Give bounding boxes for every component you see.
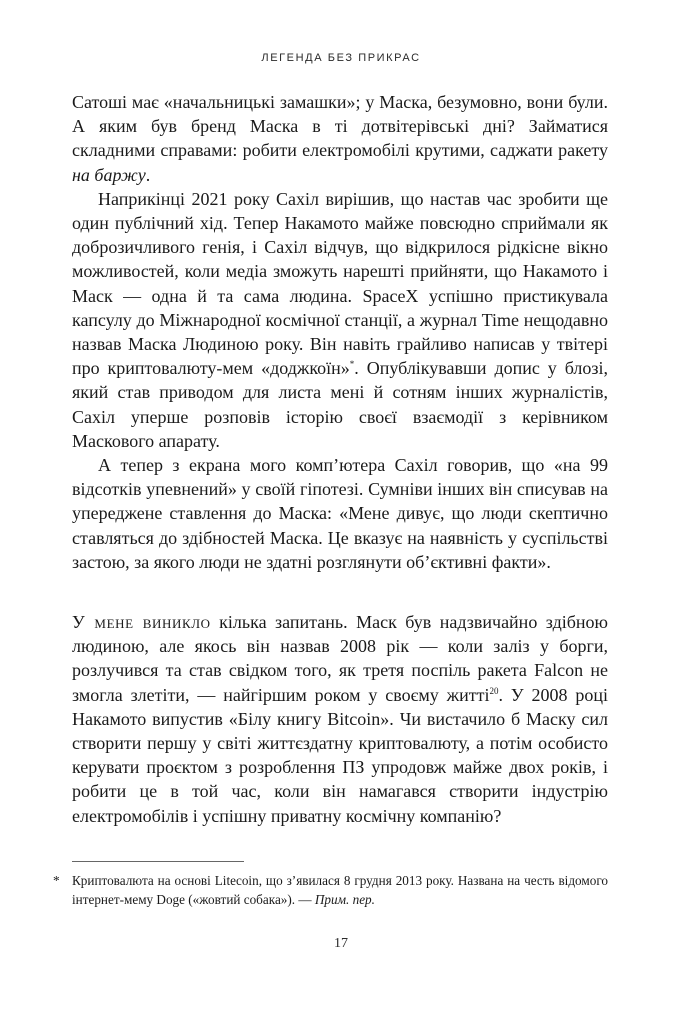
paragraph-2-text: Наприкінці 2021 року Сахіл вирішив, що настав час зробити ще один публічний хід. Тепер Накамото майже повсюдно сприймали як доброзичливого генія, і Сахіл відчув, що відкрилося рідкісне вікно можливостей, коли медіа зможуть нарешті прийняти, що Накамото і Маск — одна й та сама людина. SpaceX успішно пристикувала капсулу до Міжнародної космічної станції, а журнал Time нещодавно назвав Маска Людиною року. Він навіть грайливо написав у твітері про криптовалюту-мем «доджкоїн» <box>72 188 608 379</box>
paragraph-3: А тепер з екрана мого комп’ютера Сахіл говорив, що «на 99 відсотків упевнений» у своїй гіпотезі. Сумніви інших він списував на упереджене ставлення до Маска: «Мене дивує, що люди скептично ставляться до здібностей Маска. Це вказує на наявність у суспільстві застою, за якого люди не здатні розглянути об’єктивні факти». <box>72 455 608 572</box>
paragraph-2 <box>72 187 608 453</box>
main-text-section-1 <box>72 90 608 574</box>
paragraph-1 <box>72 90 608 187</box>
footnote-mark: * <box>53 873 60 888</box>
paragraph-1-end: . <box>145 164 151 185</box>
paragraph-2-text-cont: . Опублікувавши допис у блозі, який став приводом для листа мені й сотням інших журналістів, Сахіл уперше розповів історію своєї взаємодії з керівником Маскового апарату. <box>72 358 608 451</box>
section-lead-in: У мене виникло <box>72 612 211 632</box>
paragraph-1-emphasis: на баржу <box>72 164 146 185</box>
paragraph-4 <box>72 610 608 828</box>
running-head: ЛЕГЕНДА БЕЗ ПРИКРАС <box>261 52 421 64</box>
paragraph-1-text: Сатоші має «начальницькі замашки»; у Маска, безумовно, вони були. А яким був бренд Маска в ті дотвітерівські дні? Займатися складними справами: робити електромобілі крутими, саджати ракету <box>72 92 608 161</box>
footnote <box>53 871 608 909</box>
footnote-translator-note: Прим. пер. <box>314 892 375 907</box>
paragraph-4-text-cont: . У 2008 році Накамото випустив «Білу книгу Bitcoin». Чи вистачило б Маску сил створити першу у світі життєздатну криптовалюту, а потім особисто керувати проєктом з розроблення ПЗ упродовж майже двох років, і робити це в той час, коли він намагався створити індустрію електромобілів і успішну приватну космічну компанію? <box>72 684 608 826</box>
paragraph-4-text: кілька запитань. Маск був надзвичайно здібною людиною, але якось він назвав 2008 рік — коли заліз у борги, розлучився та став свідком того, як третя поспіль ракета Falcon не змогла злетіти, — найгіршим роком у своєму житті <box>72 612 608 705</box>
page-number: 17 <box>334 936 348 951</box>
footnote-reference: * <box>349 359 355 370</box>
footnote-separator <box>72 861 244 862</box>
main-text-section-2 <box>72 610 608 828</box>
footnote-text: Криптовалюта на основі Litecoin, що з’явилася 8 грудня 2013 року. Названа на честь відомого інтернет-мему Doge («жовтий собака»). — <box>72 873 608 907</box>
endnote-reference: 20 <box>489 685 499 696</box>
